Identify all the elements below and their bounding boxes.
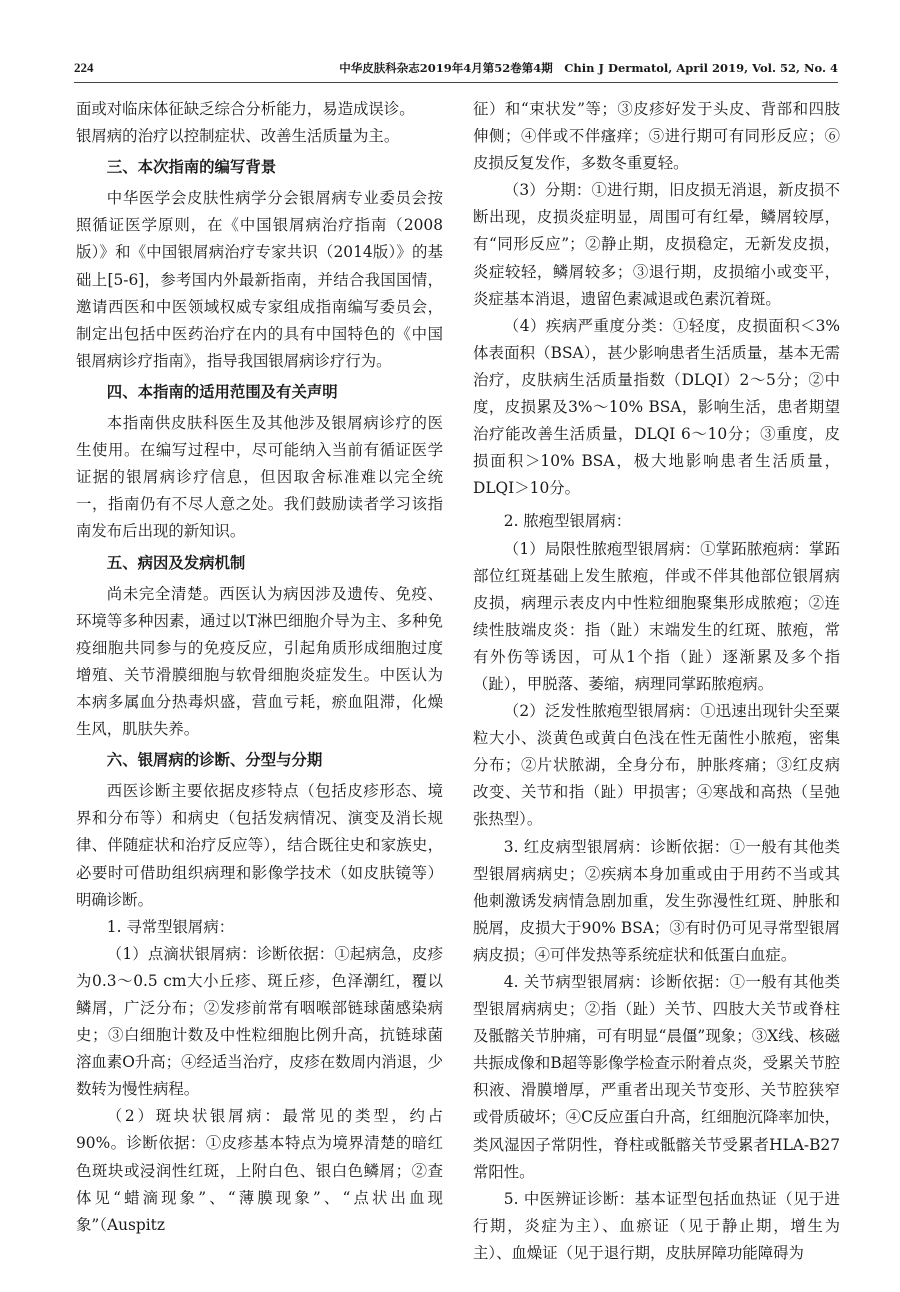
subsection-heading: 1. 寻常型银屑病：	[106, 917, 235, 936]
paragraph: （1）点滴状银屑病：诊断依据：①起病急，皮疹为0.3～0.5 cm大小丘疹、斑丘疹，色泽潮红，覆以鳞屑，广泛分布；②发疹前常有咽喉部链球菌感染病史；③白细胞计数及中性粒细胞比例升高，抗链球菌溶血素O升高；④经适当治疗，皮疹在数周内消退，少数转为慢性病程。	[76, 944, 443, 1099]
section-heading: 四、本指南的适用范围及有关声明	[106, 382, 338, 401]
paragraph: 银屑病的治疗以控制症状、改善生活质量为主。	[76, 127, 400, 146]
paragraph: 面或对临床体征缺乏综合分析能力，易造成误诊。	[76, 100, 415, 118]
paragraph: 3. 红皮病型银屑病：诊断依据：①一般有其他类型银屑病病史；②疾病本身加重或由于用药不当或其他刺激诱发病情急剧加重，发生弥漫性红斑、肿胀和脱屑，皮损大于90% BSA；③有时仍可见寻常型银屑病皮损；④可伴发热等系统症状和低蛋白血症。	[473, 837, 840, 964]
section-heading: 三、本次指南的编写背景	[106, 158, 277, 177]
paragraph: 4. 关节病型银屑病：诊断依据：①一般有其他类型银屑病病史；②指（趾）关节、四肢大关节或脊柱及骶髂关节肿痛，可有明显“晨僵”现象；③X线、核磁共振成像和B超等影像学检查示附着点炎，受累关节腔积液、滑膜增厚，严重者出现关节变形、关节腔狭窄或骨质破坏；④C反应蛋白升高，红细胞沉降率加快，类风湿因子常阴性，脊柱或骶髂关节受累者HLA-B27常阳性。	[473, 973, 840, 1181]
page-header	[74, 58, 838, 78]
paragraph: 西医诊断主要依据皮疹特点（包括皮疹形态、境界和分布等）和病史（包括发病情况、演变及消长规律、伴随症状和治疗反应等），结合既往史和家族史，必要时可借助组织病理和影像学技术（如皮肤镜等）明确诊断。	[76, 782, 443, 909]
header-rule	[74, 82, 838, 83]
running-title: 中华皮肤科杂志2019年4月第52卷第4期 Chin J Dermatol, April 2019, Vol. 52, No. 4	[339, 61, 838, 75]
paragraph: （3）分期：①进行期，旧皮损无消退，新皮损不断出现，皮损炎症明显，周围可有红晕，鳞屑较厚，有“同形反应”；②静止期，皮损稳定，无新发皮损，炎症较轻，鳞屑较多；③退行期，皮损缩小或变平，炎症基本消退，遗留色素减退或色素沉着斑。	[473, 181, 840, 308]
paragraph: 中华医学会皮肤性病学分会银屑病专业委员会按照循证医学原则，在《中国银屑病治疗指南（2008版）》和《中国银屑病治疗专家共识（2014版）》的基础上[5-6]，参考国内外最新指南，并结合我国国情，邀请西医和中医领域权威专家组成指南编写委员会，制定出包括中医药治疗在内的具有中国特色的《中国银屑病诊疗指南》，指导我国银屑病诊疗行为。	[76, 189, 443, 370]
subsection-heading: 2. 脓疱型银屑病：	[503, 512, 632, 531]
paragraph: （4）疾病严重度分类：①轻度，皮损面积＜3%体表面积（BSA），甚少影响患者生活质量，基本无需治疗，皮肤病生活质量指数（DLQI）2～5分；②中度，皮损累及3%～10% BSA，影响生活，患者期望治疗能改善生活质量，DLQI 6～10分；③重度，皮损面积＞10% BSA，极大地影响患者生活质量，DLQI＞10分。	[473, 316, 840, 498]
paragraph: 5. 中医辨证诊断：基本证型包括血热证（见于进行期，炎症为主）、血瘀证（见于静止期，增生为主）、血燥证（见于退行期，皮肤屏障功能障碍为	[473, 1189, 840, 1262]
right-column	[473, 96, 840, 1267]
paragraph: 征）和“束状发”等；③皮疹好发于头皮、背部和四肢伸侧；④伴或不伴瘙痒；⑤进行期可有同形反应；⑥皮损反复发作，多数冬重夏轻。	[473, 100, 840, 173]
paragraph: （2）斑块状银屑病：最常见的类型，约占90%。诊断依据：①皮疹基本特点为境界清楚的暗红色斑块或浸润性红斑，上附白色、银白色鳞屑；②查体见“蜡滴现象”、“薄膜现象”、“点状出血现象”（Auspitz	[76, 1107, 443, 1234]
section-heading: 五、病因及发病机制	[106, 553, 246, 572]
page-number: 224	[74, 60, 94, 75]
paragraph: 尚未完全清楚。西医认为病因涉及遗传、免疫、环境等多种因素，通过以T淋巴细胞介导为主、多种免疫细胞共同参与的免疫反应，引起角质形成细胞过度增殖、关节滑膜细胞与软骨细胞炎症发生。中医认为本病多属血分热毒炽盛，营血亏耗，瘀血阻滞，化燥生风，肌肤失养。	[76, 584, 443, 739]
paragraph: （1）局限性脓疱型银屑病：①掌跖脓疱病：掌跖部位红斑基础上发生脓疱，伴或不伴其他部位银屑病皮损，病理示表皮内中性粒细胞聚集形成脓疱；②连续性肢端皮炎：指（趾）末端发生的红斑、脓疱，常有外伤等诱因，可从1个指（趾）逐渐累及多个指（趾），甲脱落、萎缩，病理同掌跖脓疱病。	[473, 539, 840, 693]
section-heading: 六、银屑病的诊断、分型与分期	[106, 751, 323, 770]
paragraph: 本指南供皮肤科医生及其他涉及银屑病诊疗的医生使用。在编写过程中，尽可能纳入当前有循证医学证据的银屑病诊疗信息，但因取舍标准难以完全统一，指南仍有不尽人意之处。我们鼓励读者学习该指南发布后出现的新知识。	[76, 414, 443, 541]
left-column	[76, 96, 443, 1239]
paragraph: （2）泛发性脓疱型银屑病：①迅速出现针尖至粟粒大小、淡黄色或黄白色浅在性无菌性小脓疱，密集分布；②片状脓湖，全身分布，肿胀疼痛；③红皮病改变、关节和指（趾）甲损害；④寒战和高热（呈弛张热型）。	[473, 702, 840, 829]
